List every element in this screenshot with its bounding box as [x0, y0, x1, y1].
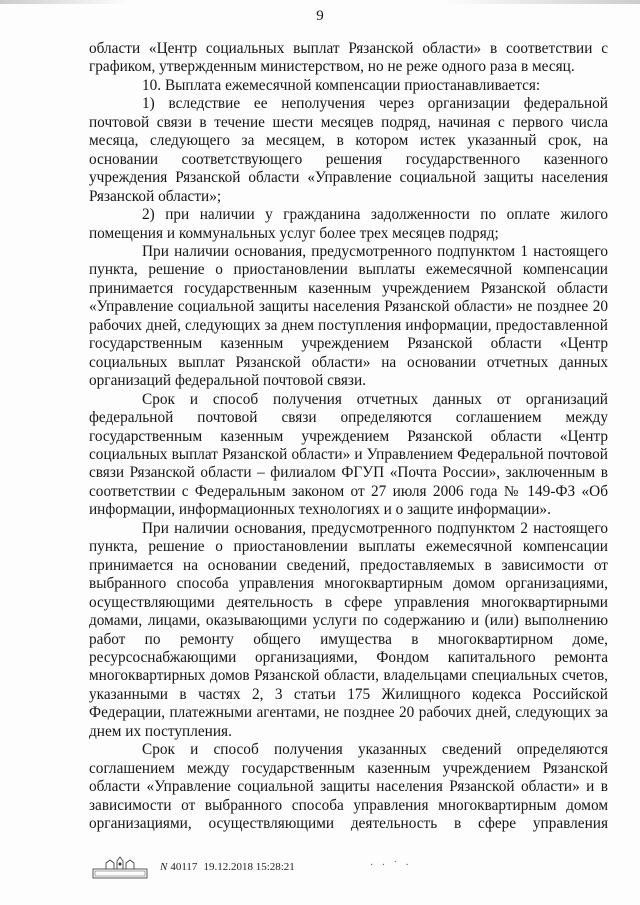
scan-artifacts: · · ˙ ·: [370, 860, 412, 871]
paragraph-2: 10. Выплата ежемесячной компенсации приостанавливается:: [142, 76, 541, 94]
paragraph-8: Срок и способ получения указанных сведений определяются соглашением между государственным казенным учреждением Рязанской области «Управление социальной защиты населения Рязанской области» и в зависимости от выбранного способа управления многоквартирным домом организациями, осуществляющими деятельность в сфере управления: [89, 741, 608, 833]
paragraph-7: При наличии основания, предусмотренного подпунктом 2 настоящего пункта, решение о приостановлении выплаты ежемесячной компенсации принимается на основании сведений, предоставляемых в зависимости от выбранного способа управления многоквартирным домом организациями, осуществляющими деятельность в сфере управления многоквартирными домами, лицами, оказывающими услуги по содержанию и (или) выполнению работ по ремонту общего имущества в многоквартирном доме, ресурсоснабжающими организациями, Фондом капитального ремонта многоквартирных домов Рязанской области, владельцами специальных счетов, указанными в частях 2, 3 статьи 175 Жилищного кодекса Российской Федерации, платежными агентами, не позднее 20 рабочих дней, следующих за днем их поступления.: [89, 519, 608, 740]
paragraph-6: Срок и способ получения отчетных данных от организаций федеральной почтовой связи определяются соглашением между государственным казенным учреждением Рязанской области «Центр социальных выплат Рязанской области» и Управлением Федеральной почтовой связи Рязанской области – филиалом ФГУП «Почта России», заключенным в соответствии с Федеральным законом от 27 июля 2006 года № 149-ФЗ «Об информации, информационных технологиях и о защите информации».: [89, 390, 608, 519]
paragraph-5: При наличии основания, предусмотренного подпунктом 1 настоящего пункта, решение о приостановлении выплаты ежемесячной компенсации принимается государственным казенным учреждением Рязанской области «Управление социальной защиты населения Рязанской области» не позднее 20 рабочих дней, следующих за днем поступления информации, предоставленной государственным казенным учреждением Рязанской области «Центр социальных выплат Рязанской области» на основании отчетных данных организаций федеральной почтовой связи.: [89, 242, 608, 390]
paragraph-3: 1) вследствие ее неполучения через организации федеральной почтовой связи в течение шести месяцев подряд, начиная с первого числа месяца, следующего за месяцем, в котором истек указанный срок, на основании соответствующего решения государственного казенного учреждения Рязанской области «Управление социальной защиты населения Рязанской области»;: [89, 95, 608, 205]
document-body: [89, 40, 608, 833]
paragraph-4: 2) при наличии у гражданина задолженности по оплате жилого помещения и коммунальных услуг более трех месяцев подряд;: [89, 206, 608, 242]
page-number: 9: [316, 8, 324, 24]
scan-top-edge: [0, 0, 640, 4]
document-number: 40117: [170, 861, 198, 873]
paragraph-1: области «Центр социальных выплат Рязанской области» в соответствии с графиком, утвержденным министерством, но не реже одного раза в месяц.: [89, 40, 608, 76]
stamp-mark: N: [160, 861, 168, 873]
document-timestamp: 19.12.2018 15:28:21: [203, 861, 295, 873]
document-footer: [92, 854, 295, 880]
government-logo-icon: [92, 855, 148, 879]
